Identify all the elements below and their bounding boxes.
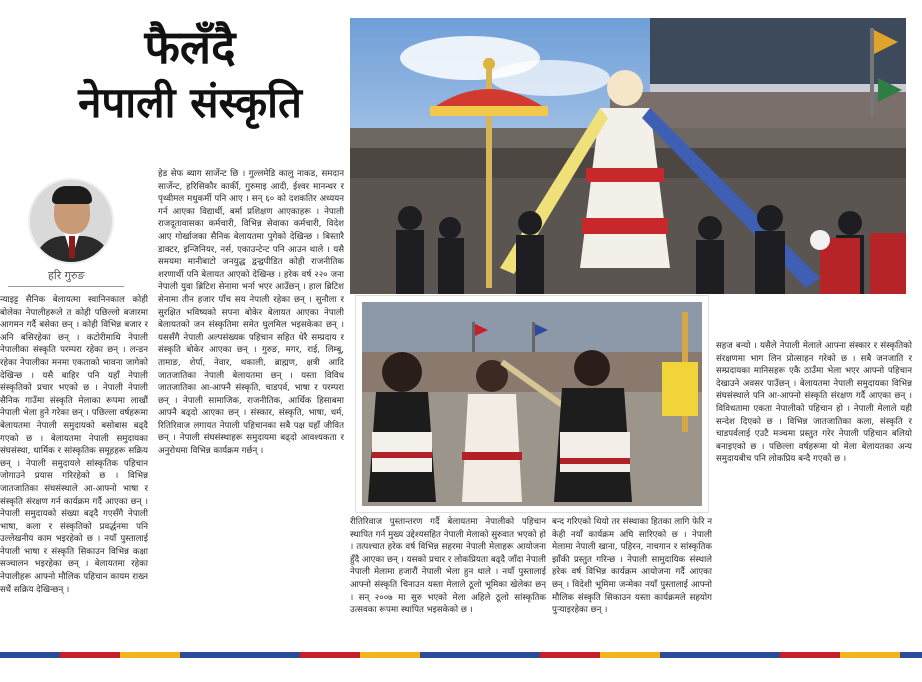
author-photo [28, 178, 114, 264]
headline-line-2: नेपाली संस्कृति [78, 78, 302, 127]
byline: हरि गुरुङ [48, 269, 85, 282]
festival-photo-main [350, 18, 906, 294]
festival-photo-inset [356, 296, 708, 512]
text-column-center: रीतिरिवाज पुस्तान्तरण गर्दै बेलायतमा नेपालीको पहिचान स्थापित गर्न मुख्य उद्देश्यसहित नेपाली मेलाको सुरुवात भएको हो । तत्पश्चात हरेक वर्ष विभिन्न सहरमा नेपाली मेलाहरू आयोजना हुँदै आएका छन् । यसको प्रचार र लोकप्रियता बढ्दै जाँदा नेपाली नेपाली मेलामा हजारौं नेपाली भेला हुन थाले । नयाँ पुस्तालाई आफ्नो संस्कृति चिनाउन यस्ता मेलाले ठूलो भूमिका खेलेका छन् । सन् २००७ मा सुरु भएको मेला अहिले ठूलो सांस्कृतिक उत्सवका रूपमा स्थापित भइसकेको छ । [350, 517, 546, 616]
text-column-left: न्याइट्ट सैनिक बेलायत्मा स्वानिनकाल कोही बोलेका नेपालीहरूले त कोही पछिल्लो बजारमा आगमन गर्दै बसेका छन् । कोही विभिन्न बजार र अनि बसिरहेका छन् । कटोरीमाथि नेपाली नेपालीका संस्कृति परम्परा रहेका छन् । लन्डन रहेका नेपालीका मनमा एकताको भावना जागेको देखिन्छ । यसै बाहिर पनि यहाँ नेपाली संस्कृतिको प्रचार भएको छ । नेपाली नेपाली सैनिक गाउँमा संस्कृति मेलाका रूपमा लाखौं नेपाली भेला हुने गरेका छन् । पछिल्ला वर्षहरूमा बेलायतमा नेपाली समुदायको बसोबास बढ्दै गएको छ । बेलायतमा नेपाली समुदायका संघसंस्था, धार्मिक र सांस्कृतिक समूहहरू सक्रिय छन् । नेपाली समुदायले सांस्कृतिक पहिचान जोगाउने प्रयास गरिरहेको छ । विभिन्न जातजातिका संघसंस्थाले आ-आफ्नो भाषा र संस्कृति संरक्षण गर्न कार्यक्रम गर्दै आएका छन् । नेपाली समुदायको संख्या बढ्दै गएसँगै नेपाली भाषा, कला र संस्कृतिको प्रवर्द्धनमा पनि उल्लेखनीय काम भइरहेको छ । नयाँ पुस्तालाई नेपाली भाषा र संस्कृति सिकाउन विभिन्न कक्षा सञ्चालन भइरहेका छन् । बेलायतमा रहेका नेपालीहरू आफ्नो मौलिक पहिचान कायम राख्न सधैं सक्रिय देखिन्छन् । [0, 295, 148, 595]
text-column-middle: हेड सेफ ब्याग सार्जेन्ट छि । गुल्लमेडि कालु नाकड, समदान सार्जेन्ट, हरिसिकौर कार्की, गुरुमाइ आदी, ईश्वर मानन्धर र पृथ्वीमल मधुकर्मी पनि आए । सन् ६० को दशकतिर अध्ययन गर्न आएका विद्यार्थी, बर्मा प्रशिक्षण आएकाहरू । नेपाली राजदूतावासका कर्मचारी, विभिन्न सेवाका कर्मचारी, विदेश आए गोर्खाजका सैनिक बेलायतमा पुगेको देखिन्छ । बिस्तारै डाक्टर, इन्जिनियर, नर्स, एकाउन्टेन्ट पनि आउन थाले । यसै समयमा मानीबाटो जनयुद्ध द्वन्द्वपीडित कोही राजनीतिक शरणार्थी पनि बेलायत आएको देखिन्छ । हरेक वर्ष २२० जना नेपाली युवा ब्रिटिश सेनामा भर्ना भएर आउँछन् । हाल ब्रिटिश सेनामा तीन हजार पाँच सय नेपाली रहेका छन् । सुनौला र सुरक्षित भविष्यको सपना बोकेर बेलायत आएका नेपाली बेलायतको जन संस्कृतिमा समेत घुलमिल भइसकेका छन् । यससँगै नेपाली अल्पसंख्यक पहिचान सहित धेरै सम्प्रदाय र संस्कृति बोकेर आएका छन् । गुरुङ, मगर, राई, लिम्बू, तामाङ, शेर्पा, नेवार, थकाली, ब्राह्मण, क्षत्री आदि जातजातिका नेपाली बेलायतमा छन् । यस्ता विविध जातजातिका आ-आफ्नै संस्कृति, चाडपर्व, भाषा र परम्परा छन् । नेपाली सामाजिक, राजनीतिक, आर्थिक हिसाबमा आफ्नै बढ्दो आएका छन् । संस्कार, संस्कृति, भाषा, धर्म, रितिरिवाज लगायत नेपाली पहिचानका सबै पक्ष यहाँ जीवित छन् । नेपाली संघसंस्थाहरू समुदायमा बढ्दो आवश्यकता र अनुरोधमा विभिन्न कार्यक्रम गर्छन् । [158, 169, 344, 457]
festival-photo-inset-illustration [362, 302, 702, 506]
text-column-right-center: बन्द गरिएको थियो तर संस्थाका हितका लागि फेरि न केही नयाँ कार्यक्रम अघि सारिएको छ । नेपाली मेलामा नेपाली खाना, पहिरन, नाचगान र सांस्कृतिक झाँकी प्रस्तुत गरिन्छ । नेपाली सामुदायिक संस्थाले हरेक वर्ष विभिन्न कार्यक्रम आयोजना गर्दै आएका छन् । विदेशी भूमिमा जन्मेका नयाँ पुस्तालाई आफ्नो मौलिक संस्कृति सिकाउन यस्ता कार्यक्रमले सहयोग पुर्‍याइरहेका छन् । [552, 517, 712, 616]
festival-photo-main-illustration [350, 18, 906, 294]
bottom-color-rule [0, 652, 922, 658]
byline-rule [8, 286, 124, 287]
headline-line-1: फैलँदै [144, 20, 236, 74]
text-column-right: सहज बन्यो । यसैले नेपाली मेलाले आफ्ना संस्कार र संस्कृतिको संरक्षणमा भाग लिन प्रोत्साहन गरेको छ । सबै जनजाति र सम्प्रदायका मानिसहरू एकै ठाउँमा भेला भएर आफ्नो पहिचान देखाउने अवसर पाउँछन् । बेलायतमा नेपाली समुदायका विभिन्न संघसंस्थाले पनि आ-आफ्नो संस्कृति संरक्षण गर्दै आएका छन् । विविधतामा एकता नेपालीको पहिचान हो । नेपाली मेलाले यही सन्देश दिएको छ । विभिन्न जातजातिका कला, संस्कृति र चाडपर्वलाई एउटै मञ्चमा प्रस्तुत गरेर नेपाली पहिचान बलियो बनाइएको छ । पछिल्ला वर्षहरूमा यो मेला बेलायतका अन्य समुदायबीच पनि लोकप्रिय बन्दै गएको छ । [716, 341, 912, 465]
headline [40, 18, 340, 130]
